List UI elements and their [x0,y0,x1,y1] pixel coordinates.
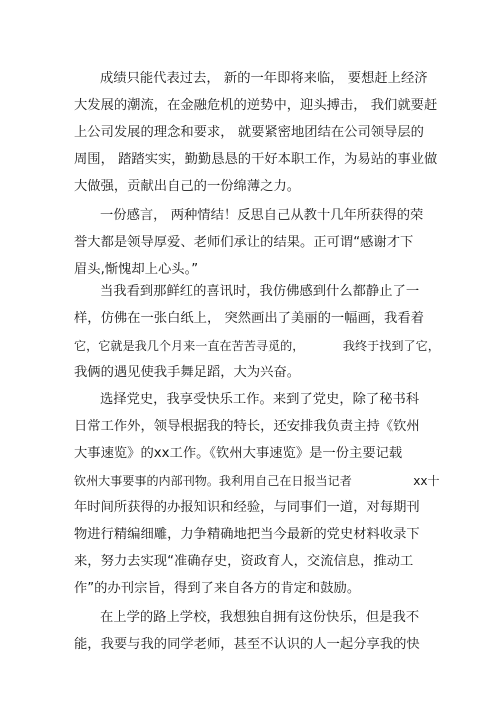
text-line: 它，它就是我几个月来一直在苦苦寻觅的， 我终于找到了它， [74,339,440,353]
text-line: 来，努力去实现“准确存史，资政育人，交流信息，推动工 [74,554,414,569]
text-line: 誉大都是领导厚爱、老师们承让的结果。正可谓“感谢才下 [74,235,414,250]
text-line: 作”的办刊宗旨，得到了来自各方的肯定和鼓励。 [74,581,361,596]
text-line: 日常工作外，领导根据我的特长，还安排我负责主持《钦州 [74,419,420,434]
text-line: 大发展的潮流，在金融危机的逆势中，迎头搏击， 我们就要赶 [74,98,438,113]
text-line: 眉头,惭愧却上心头。” [74,262,199,277]
text-line: 钦州大事要事的内部刊物。我利用自己在日报当记者 xx十 [74,474,440,488]
text-line: 选择党史，我享受快乐工作。来到了党史，除了秘书科 [100,392,420,407]
text-line: 当我看到那鲜红的喜讯时，我仿佛感到什么都静止了一 [100,284,420,299]
text-line: 上公司发展的理念和要求， 就要紧密地团结在公司领导层的 [74,125,424,140]
text-line: 一份感言， 两种情结！反思自己从教十几年所获得的荣 [100,208,424,223]
text-line: 能，我要与我的同学老师，甚至不认识的人一起分享我的快 [74,637,420,652]
text-line: 周围， 踏踏实实，勤勤恳恳的干好本职工作，为易站的事业做 [74,152,438,167]
text-line: 成绩只能代表过去， 新的一年即将来临， 要想赶上经济 [100,71,428,86]
text-line: 在上学的路上学校，我想独自拥有这份快乐，但是我不 [100,610,420,625]
text-line: 大事速览》的xx工作。《钦州大事速览》是一份主要记载 [74,446,403,461]
text-line: 我俩的遇见使我手舞足蹈，大为兴奋。 [74,365,301,380]
text-line: 大做强，贡献出自己的一份绵薄之力。 [74,179,301,194]
text-line: 样，仿佛在一张白纸上， 突然画出了美丽的一幅画，我看着 [74,311,424,326]
text-line: 年时间所获得的办报知识和经验，与同事们一道，对每期刊 [74,500,420,515]
text-line: 物进行精编细雕，力争精确地把当今最新的党史材料收录下 [74,527,420,542]
